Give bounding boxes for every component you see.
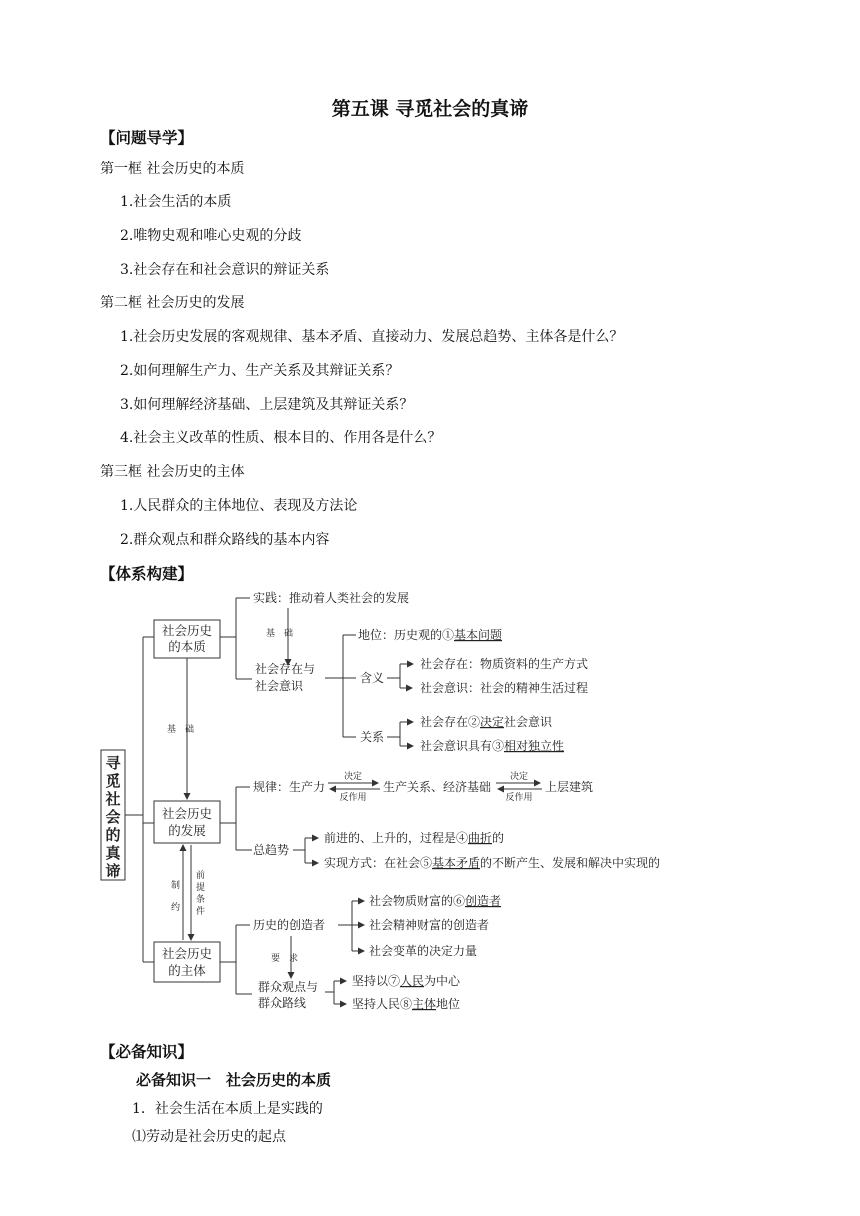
- creator-item-3: 社会变革的决定力量: [369, 944, 478, 958]
- trend-item-2: 实现方式：在社会⑤基本矛盾的不断产生、发展和解决中实现的: [324, 856, 661, 870]
- premise-char-2: 提: [196, 883, 206, 893]
- system-heading: 【体系构建】: [100, 565, 194, 583]
- mass-item-2: 坚持人民⑧主体地位: [352, 997, 461, 1011]
- status-text: 地位：历史观的①基本问题: [358, 628, 503, 642]
- mass-item-1: 坚持以⑦人民为中心: [352, 974, 461, 988]
- frame-1-item-1: 1.社会生活的本质: [120, 194, 232, 210]
- restrict-char-2: 约: [171, 903, 181, 913]
- box-development-line1: 社会历史: [161, 806, 213, 821]
- root-char-7: 谛: [105, 862, 121, 880]
- knowledge-point-1: 1．社会生活在本质上是实践的: [132, 1101, 323, 1117]
- mass-line2: 群众路线: [258, 996, 307, 1010]
- page-title: 第五课 寻觅社会的真谛: [331, 98, 529, 120]
- meaning-label: 含义: [360, 671, 385, 685]
- frame-2-label: 第二框 社会历史的发展: [100, 295, 245, 311]
- decide-label-1: 决定: [343, 772, 363, 782]
- premise-char-4: 件: [196, 907, 206, 917]
- knowledge-subheading: 必备知识一 社会历史的本质: [136, 1071, 332, 1089]
- react-label-1: 反作用: [339, 793, 367, 803]
- box-subject-line1: 社会历史: [161, 946, 213, 961]
- existence-line2: 社会意识: [255, 679, 304, 693]
- root-char-4: 会: [105, 808, 121, 826]
- relation-item-1: 社会存在②决定社会意识: [420, 715, 553, 729]
- frame-1-item-2: 2.唯物史观和唯心史观的分歧: [120, 228, 302, 244]
- frame-2-item-2: 2.如何理解生产力、生产关系及其辩证关系？: [120, 363, 400, 379]
- frame-3-item-2: 2.群众观点和群众路线的基本内容: [120, 532, 330, 548]
- law-end-text: 上层建筑: [545, 780, 594, 794]
- react-label-2: 反作用: [505, 793, 533, 803]
- meaning-item-1: 社会存在：物质资料的生产方式: [420, 657, 589, 671]
- relation-label: 关系: [360, 730, 385, 744]
- frame-1-label: 第一框 社会历史的本质: [100, 161, 245, 177]
- root-char-6: 真: [105, 844, 121, 862]
- guide-heading: 【问题导学】: [100, 129, 194, 147]
- meaning-item-2: 社会意识：社会的精神生活过程: [420, 681, 589, 695]
- creator-label: 历史的创造者: [253, 918, 326, 932]
- practice-text: 实践：推动着人类社会的发展: [253, 591, 410, 605]
- relation-item-2: 社会意识具有③相对独立性: [420, 739, 565, 753]
- frame-1-item-3: 3.社会存在和社会意识的辩证关系: [120, 262, 330, 278]
- existence-line1: 社会存在与: [255, 662, 316, 676]
- frame-2-item-1: 1.社会历史发展的客观规律、基本矛盾、直接动力、发展总趋势、主体各是什么？: [120, 329, 624, 345]
- root-char-2: 觅: [105, 772, 121, 790]
- basis-small-label: 基 础: [266, 629, 294, 639]
- decide-label-2: 决定: [509, 772, 529, 782]
- trend-item-1: 前进的、上升的，过程是④曲折的: [324, 831, 505, 845]
- frame-2-item-3: 3.如何理解经济基础、上层建筑及其辩证关系？: [120, 397, 414, 413]
- law-text: 规律：生产力: [253, 780, 326, 794]
- basis-mid-label: 基 础: [167, 725, 195, 735]
- creator-item-2: 社会精神财富的创造者: [369, 918, 490, 932]
- premise-char-1: 前: [196, 871, 206, 881]
- premise-char-3: 条: [196, 895, 206, 905]
- box-essence-line2: 的本质: [168, 639, 206, 654]
- box-essence-line1: 社会历史: [161, 623, 213, 638]
- creator-item-1: 社会物质财富的⑥创造者: [369, 894, 502, 908]
- root-char-5: 的: [105, 826, 121, 844]
- knowledge-point-1-1: ⑴劳动是社会历史的起点: [132, 1129, 286, 1145]
- root-char-3: 社: [105, 790, 121, 808]
- frame-3-item-1: 1.人民群众的主体地位、表现及方法论: [120, 498, 358, 514]
- knowledge-heading: 【必备知识】: [100, 1043, 194, 1061]
- mass-line1: 群众观点与: [258, 980, 319, 994]
- frame-3-label: 第三框 社会历史的主体: [100, 464, 245, 480]
- frame-2-item-4: 4.社会主义改革的性质、根本目的、作用各是什么？: [120, 430, 442, 446]
- law-mid-text: 生产关系、经济基础: [383, 780, 492, 794]
- root-label: [104, 754, 121, 880]
- root-char-1: 寻: [105, 754, 121, 772]
- box-subject-line2: 的主体: [168, 963, 206, 978]
- restrict-char-1: 制: [171, 881, 181, 891]
- require-label: 要 求: [271, 954, 299, 964]
- trend-label: 总趋势: [253, 843, 290, 857]
- concept-map: [0, 580, 860, 1020]
- box-development-line2: 的发展: [168, 823, 206, 838]
